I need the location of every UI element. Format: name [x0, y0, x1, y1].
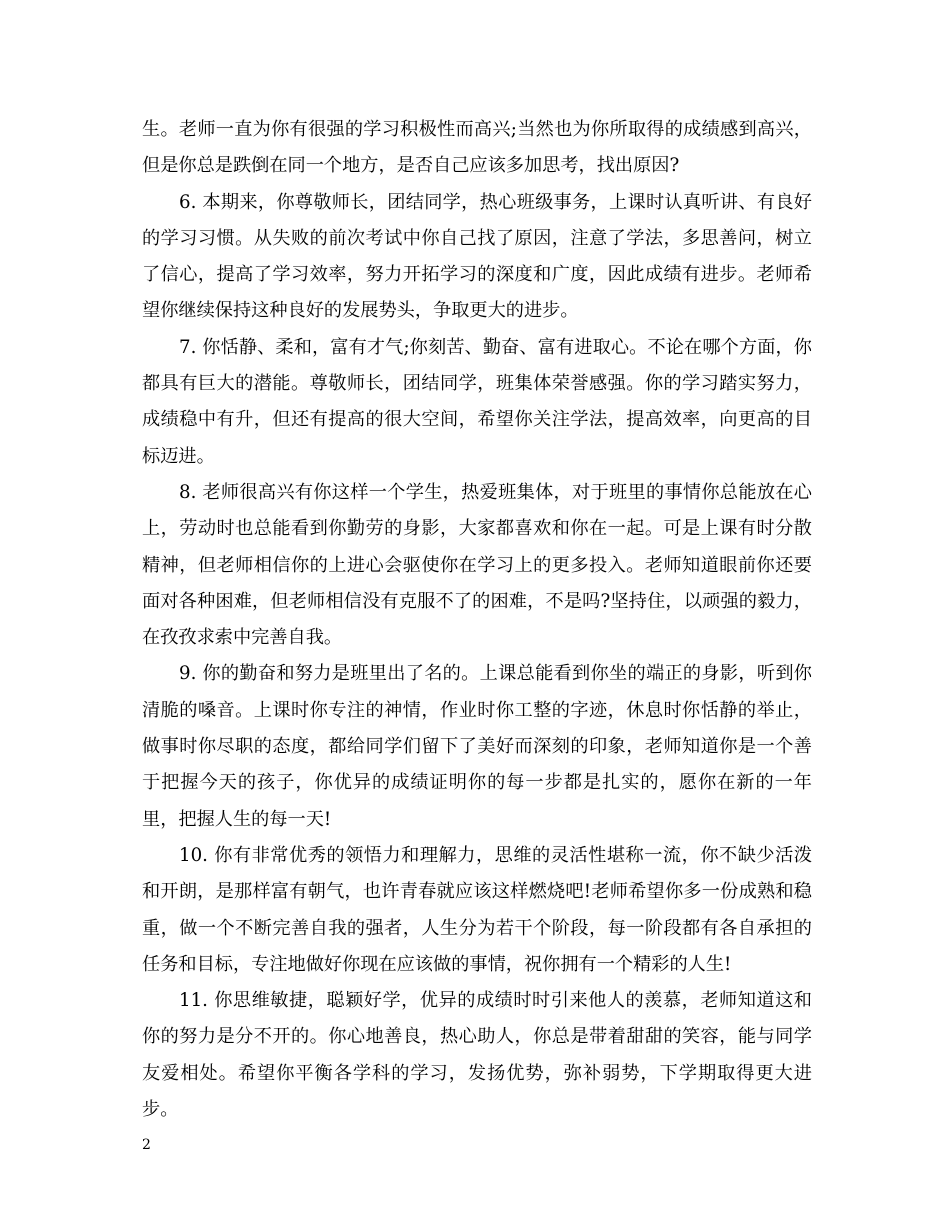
paragraph-item-7: 7. 你恬静、柔和，富有才气;你刻苦、勤奋、富有进取心。不论在哪个方面，你都具有巨大的潜能。尊敬师长，团结同学，班集体荣誉感强。你的学习踏实努力，成绩稳中有升，但还有提高的很大空间，希望你关注学法，提高效率，向更高的目标迈进。 [142, 336, 812, 467]
paragraph-item-11: 11. 你思维敏捷，聪颖好学，优异的成绩时时引来他人的羡慕，老师知道这和你的努力是分不开的。你心地善良，热心助人，你总是带着甜甜的笑容，能与同学友爱相处。希望你平衡各学科的学习，发扬优势，弥补弱势，下学期取得更大进步。 [142, 990, 812, 1121]
paragraph-item-8: 8. 老师很高兴有你这样一个学生，热爱班集体，对于班里的事情你总能放在心上，劳动时也总能看到你勤劳的身影，大家都喜欢和你在一起。可是上课有时分散精神，但老师相信你的上进心会驱使你在学习上的更多投入。老师知道眼前你还要面对各种困难，但老师相信没有克服不了的困难，不是吗?坚持住，以顽强的毅力，在孜孜求索中完善自我。 [142, 481, 812, 649]
document-body [142, 112, 812, 1128]
paragraph-continued: 生。老师一直为你有很强的学习积极性而高兴;当然也为你所取得的成绩感到高兴，但是你总是跌倒在同一个地方，是否自己应该多加思考，找出原因? [142, 119, 812, 177]
paragraph-item-10: 10. 你有非常优秀的领悟力和理解力，思维的灵活性堪称一流，你不缺少活泼和开朗，是那样富有朝气，也许青春就应该这样燃烧吧!老师希望你多一份成熟和稳重，做一个不断完善自我的强者，人生分为若干个阶段，每一阶段都有各自承担的任务和目标，专注地做好你现在应该做的事情，祝你拥有一个精彩的人生! [142, 844, 812, 975]
paragraph-item-9: 9. 你的勤奋和努力是班里出了名的。上课总能看到你坐的端正的身影，听到你清脆的嗓音。上课时你专注的神情，作业时你工整的字迹，休息时你恬静的举止，做事时你尽职的态度，都给同学们留下了美好而深刻的印象，老师知道你是一个善于把握今天的孩子，你优异的成绩证明你的每一步都是扎实的，愿你在新的一年里，把握人生的每一天! [142, 663, 812, 830]
page-number: 2 [142, 1137, 151, 1153]
paragraph-item-6: 6. 本期来，你尊敬师长，团结同学，热心班级事务，上课时认真听讲、有良好的学习习惯。从失败的前次考试中你自己找了原因，注意了学法，多思善问，树立了信心，提高了学习效率，努力开拓学习的深度和广度，因此成绩有进步。老师希望你继续保持这种良好的发展势头，争取更大的进步。 [142, 191, 812, 322]
